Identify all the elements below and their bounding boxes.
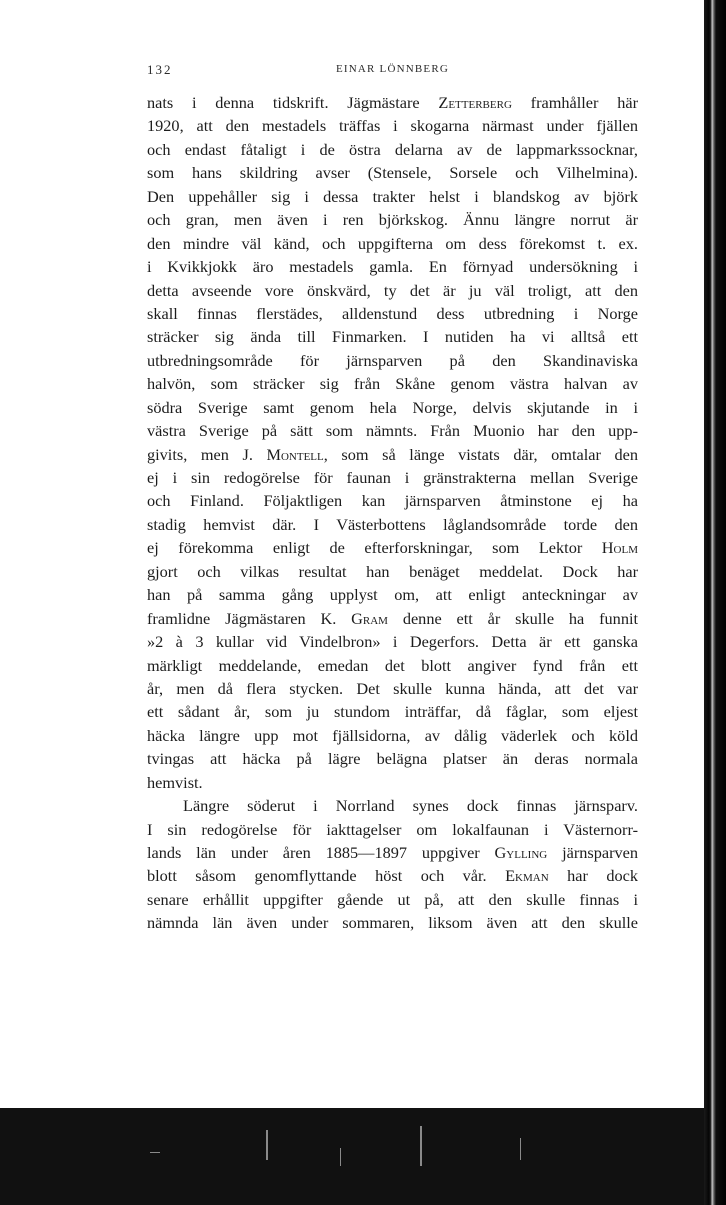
text-line: lands län under åren 1885—1897 uppgiver Gylling järnsparven (147, 843, 639, 862)
text-line: nämnda län även under sommaren, liksom även att den skulle (147, 913, 638, 933)
text-line: ej i sin redogörelse för faunan i gränstrakterna mellan Sverige (147, 468, 638, 487)
text-line: ett sådant år, som ju stundom inträffar, då fåglar, som eljest (147, 702, 638, 722)
body-text (147, 91, 638, 935)
author-name: Ekman (505, 866, 549, 886)
text-line: gjort och vilkas resultat han benäget meddelat. Dock har (147, 561, 638, 581)
text-line: som hans skildring avser (Stensele, Sorsele och Vilhelmina). (147, 163, 638, 183)
text-line: I sin redogörelse för iakttagelser om lokalfaunan i Västernorr- (147, 819, 638, 839)
text-line: halvön, som sträcker sig från Skåne genom västra halvan av (147, 374, 638, 394)
text-line: 1920, att den mestadels träffas i skogarna närmast under fjällen (147, 116, 638, 136)
text-line: skall finnas flerstädes, alldenstund dess utbredning i Norge (147, 303, 638, 323)
running-title: EINAR LÖNNBERG (335, 63, 450, 75)
author-name: Montell (266, 444, 324, 464)
text-line: han på samma gång upplyst om, att enligt anteckningar av (147, 585, 638, 605)
text-line: blott såsom genomflyttande höst och vår. Ekman har dock (147, 866, 639, 886)
author-name: Gram (351, 608, 388, 628)
text-line: framlidne Jägmästaren K. Gram denne ett år skulle ha funnit (147, 608, 639, 628)
text-line: senare erhållit uppgifter gående ut på, att den skulle finnas i (147, 889, 638, 909)
text-line: och Finland. Följaktligen kan järnsparven åtminstone ej ha (147, 491, 638, 511)
text-line: »2 à 3 kullar vid Vindelbron» i Degerfors. Detta är ett ganska (147, 632, 638, 652)
text-line: Den uppehåller sig i dessa trakter helst i blandskog av björk (147, 186, 638, 206)
text-line: den mindre väl känd, och uppgifterna om dess förekomst t. ex. (147, 233, 638, 253)
text-line: nats i denna tidskrift. Jägmästare Zetterberg framhåller här (147, 93, 638, 112)
text-line: och gran, men även i ren björkskog. Ännu längre norrut är (147, 210, 638, 230)
text-line: i Kvikkjokk äro mestadels gamla. En förnyad undersökning i (147, 257, 638, 277)
page-number: 132 (147, 62, 173, 77)
author-name: Gylling (494, 843, 548, 862)
text-line: utbredningsområde för järnsparven på den Skandinaviska (147, 350, 638, 370)
scan-edge (704, 0, 726, 1205)
text-line: västra Sverige på sätt som nämnts. Från Muonio har den upp- (147, 421, 638, 441)
text-line: år, men då flera stycken. Det skulle kunna hända, att det var (147, 678, 638, 698)
author-name: Zetterberg (438, 93, 512, 112)
text-line: södra Sverige samt genom hela Norge, delvis skjutande in i (147, 397, 638, 417)
text-line: givits, men J. Montell, som så länge vistats där, omtalar den (147, 444, 638, 464)
text-line: Längre söderut i Norrland synes dock finnas järnsparv. (183, 796, 638, 816)
text-line: märkligt meddelande, emedan det blott angiver fynd från ett (147, 655, 638, 675)
scan-bottom-border (0, 1108, 704, 1205)
text-line: stadig hemvist där. I Västerbottens låglandsområde torde den (147, 514, 638, 534)
text-line: och endast fåtaligt i de östra delarna av de lappmarkssocknar, (147, 139, 638, 159)
running-head (147, 62, 638, 80)
text-line: tvingas att häcka på lägre belägna platser än deras normala (147, 749, 638, 769)
text-line: ej förekomma enligt de efterforskningar, som Lektor Holm (147, 538, 638, 558)
text-line: sträcker sig ända till Finmarken. I nutiden ha vi alltså ett (147, 327, 638, 347)
text-line: hemvist. (147, 772, 203, 792)
text-line: detta avseende vore önskvärd, ty det är ju väl troligt, att den (147, 280, 638, 300)
text-line: häcka längre upp mot fjällsidorna, av dålig väderlek och köld (147, 725, 638, 745)
author-name: Holm (601, 538, 638, 558)
